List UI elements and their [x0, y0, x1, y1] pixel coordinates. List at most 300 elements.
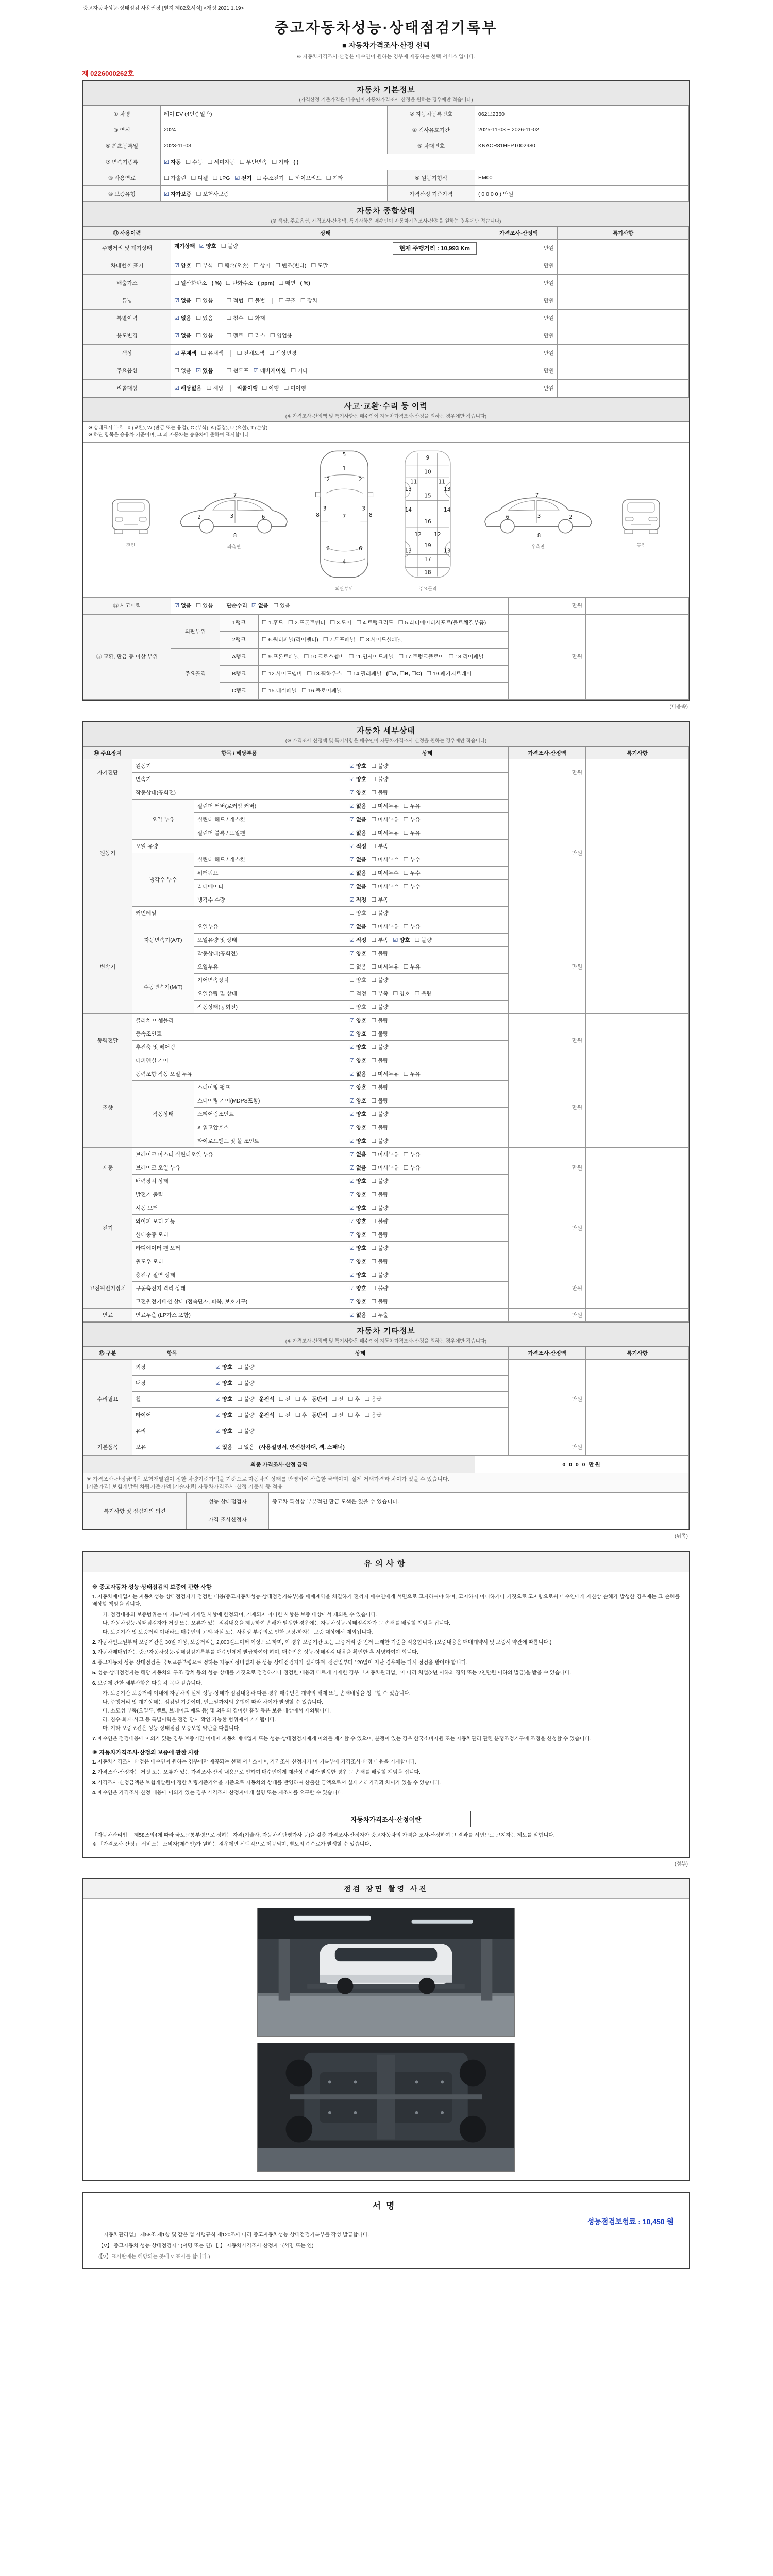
checkbox[interactable] [404, 883, 421, 890]
signature-box [82, 2192, 690, 2269]
checkbox[interactable] [269, 349, 296, 357]
checkbox[interactable] [164, 190, 191, 198]
checkbox[interactable] [371, 1137, 388, 1145]
item-name: 실린더 블록 / 오일팬 [194, 826, 346, 839]
checkbox[interactable] [371, 1204, 388, 1212]
checkbox[interactable] [404, 1150, 421, 1158]
checkbox-glyph: ☐ [371, 963, 377, 970]
checkbox[interactable] [237, 349, 264, 357]
checkbox[interactable] [248, 332, 265, 340]
checkbox-label: 11.인사이드패널 [355, 654, 394, 660]
checkbox[interactable] [207, 158, 234, 166]
checkbox[interactable] [295, 1411, 307, 1419]
checkbox-glyph: ☐ [237, 350, 242, 357]
checkbox[interactable] [371, 990, 388, 997]
checkbox[interactable] [371, 1177, 388, 1185]
checkbox[interactable] [404, 923, 421, 930]
checkbox[interactable] [371, 976, 388, 984]
checkbox[interactable] [346, 670, 381, 677]
checkbox[interactable] [237, 1363, 254, 1371]
item-name: 와이퍼 모터 기능 [132, 1214, 346, 1228]
checkbox[interactable] [262, 619, 283, 626]
checkbox[interactable] [371, 1124, 388, 1131]
checkbox[interactable] [404, 816, 421, 823]
section-title: 자동차 세부상태 [357, 726, 415, 735]
checkbox-label: 불량 [244, 1428, 255, 1434]
checkbox[interactable] [349, 1083, 366, 1091]
checkbox[interactable] [349, 1191, 366, 1198]
checkbox[interactable] [371, 856, 398, 863]
checkbox[interactable] [174, 384, 201, 392]
diagram-part-number: 2 [358, 477, 362, 483]
checkbox[interactable] [237, 1443, 254, 1451]
checkbox[interactable] [186, 158, 203, 166]
table-header-row [83, 227, 689, 240]
checkbox-label: 불량 [378, 1057, 389, 1064]
checkbox[interactable] [349, 856, 366, 863]
checkbox[interactable] [248, 314, 265, 322]
checkbox-label: 무채색 [180, 350, 197, 357]
etc-info-table [83, 1347, 689, 1455]
checkbox[interactable] [349, 816, 366, 823]
checkbox[interactable] [349, 1284, 366, 1292]
checkbox[interactable] [349, 950, 366, 957]
checkbox[interactable] [278, 279, 295, 287]
checkbox[interactable] [196, 297, 213, 304]
checkbox[interactable] [275, 262, 306, 269]
checkbox-glyph: ☐ [371, 1191, 377, 1198]
checkbox[interactable] [448, 653, 483, 660]
insurance-fee [83, 2214, 689, 2229]
checkbox[interactable] [349, 883, 366, 890]
item-state [346, 987, 509, 1000]
checkbox[interactable] [330, 619, 351, 626]
checkbox[interactable] [174, 279, 207, 287]
checkbox[interactable] [415, 990, 432, 997]
checkbox-glyph: ☐ [323, 637, 328, 643]
checkbox[interactable] [349, 1217, 366, 1225]
final-price-row [83, 1455, 689, 1473]
checkbox[interactable] [215, 1379, 232, 1387]
checkbox[interactable] [226, 332, 243, 340]
checkbox[interactable] [393, 936, 410, 944]
checkbox[interactable] [349, 842, 366, 850]
checkbox[interactable] [371, 909, 388, 917]
checkbox[interactable] [226, 367, 248, 375]
checkbox[interactable] [349, 1298, 366, 1306]
checkbox[interactable] [371, 963, 398, 971]
checkbox-glyph: ☑ [349, 843, 355, 850]
checkbox[interactable] [349, 1070, 366, 1078]
checkbox[interactable] [371, 802, 398, 810]
item-name: 윈도우 모터 [132, 1255, 346, 1268]
checkbox-glyph: ☑ [215, 1364, 221, 1370]
checkbox[interactable] [174, 314, 191, 322]
note-item-number: 1. [92, 1594, 97, 1600]
checkbox[interactable] [371, 1284, 388, 1292]
note-item [92, 1649, 680, 1657]
checkbox[interactable] [226, 279, 253, 287]
checkbox-glyph: ☑ [349, 1231, 355, 1238]
checkbox[interactable] [349, 653, 394, 660]
checkbox-label: 누유 [410, 923, 421, 930]
checkbox[interactable] [262, 670, 302, 677]
checkbox[interactable] [279, 1395, 291, 1403]
checkbox-glyph: ☐ [272, 159, 277, 165]
checkbox-glyph: ☐ [403, 923, 409, 930]
notes-footnote: ※ 「가격조사·산정」 서비스는 소비자(매수인)가 원하는 경우에만 선택적으로 제공되며, 별도의 수수료가 발생할 수 있습니다. [92, 1842, 371, 1848]
checkbox[interactable] [371, 950, 388, 957]
checkbox[interactable] [415, 936, 432, 944]
checkbox[interactable] [226, 314, 243, 322]
checkbox-glyph: ☐ [248, 315, 254, 321]
checkbox[interactable] [371, 1057, 388, 1064]
checkbox[interactable] [272, 158, 289, 166]
checkbox[interactable] [371, 1231, 388, 1239]
checkbox[interactable] [349, 1150, 366, 1158]
checkbox[interactable] [349, 1003, 366, 1011]
checkbox[interactable] [206, 384, 223, 392]
checkbox[interactable] [283, 384, 306, 392]
check-group-label: 동반석 [311, 1396, 328, 1402]
checkbox-glyph: ☑ [349, 896, 355, 903]
checkbox[interactable] [371, 1110, 388, 1118]
checkbox-label: 양호 [356, 1218, 367, 1225]
checkbox[interactable] [349, 802, 366, 810]
checkbox[interactable] [295, 1395, 307, 1403]
checkbox[interactable] [371, 1298, 388, 1306]
checkbox[interactable] [279, 1411, 291, 1419]
checkbox[interactable] [349, 1124, 366, 1131]
checkbox[interactable] [301, 687, 342, 694]
diagram-part-number: 13 [444, 548, 451, 554]
checkbox[interactable] [349, 1016, 366, 1024]
checkbox[interactable] [349, 762, 366, 770]
legend-line: ※ 하단 항목은 승용차 기준이며, 그 외 자동차는 승용차에 준하여 표시합니다. [88, 432, 250, 438]
checkbox[interactable] [349, 1097, 366, 1105]
checkbox-label: 미세누수 [378, 883, 399, 890]
checkbox[interactable] [288, 619, 325, 626]
checkbox[interactable] [404, 963, 421, 971]
checkbox[interactable] [196, 367, 213, 375]
checkbox-label: 양호 [180, 263, 192, 269]
checkbox[interactable] [326, 174, 343, 182]
checkbox[interactable] [371, 1003, 388, 1011]
checkbox[interactable] [371, 775, 388, 783]
checkbox[interactable] [349, 1177, 366, 1185]
checkbox[interactable] [371, 1097, 388, 1105]
checkbox[interactable] [349, 909, 366, 917]
checkbox-glyph: ☑ [174, 385, 179, 392]
checkbox[interactable] [164, 174, 186, 182]
price-cell: 만원 [509, 1147, 586, 1188]
checkbox[interactable] [371, 1271, 388, 1279]
diagram-part-number: 15 [424, 493, 431, 499]
checkbox[interactable] [196, 262, 213, 269]
checkbox[interactable] [279, 297, 296, 304]
checkbox-glyph: ☐ [371, 1231, 377, 1238]
checkbox[interactable] [349, 1164, 366, 1172]
checkbox-glyph: ☐ [398, 620, 404, 626]
item-name: 라디에이터 [194, 879, 346, 893]
checkbox[interactable] [215, 1427, 232, 1435]
checkbox-label: 양호 [222, 1380, 233, 1386]
checkbox[interactable] [164, 158, 181, 166]
remark-cell [586, 597, 689, 614]
checkbox[interactable] [371, 1191, 388, 1198]
checkbox[interactable] [371, 923, 398, 930]
checkbox[interactable] [174, 602, 191, 609]
checkbox[interactable] [331, 1411, 343, 1419]
checkbox[interactable] [215, 1395, 232, 1403]
checkbox[interactable] [371, 1030, 388, 1038]
checkbox[interactable] [360, 636, 402, 643]
checkbox[interactable] [237, 1411, 254, 1419]
checkbox[interactable] [304, 653, 344, 660]
checkbox-glyph: ☐ [403, 1071, 409, 1077]
checkbox[interactable] [311, 262, 328, 269]
checkbox[interactable] [323, 636, 355, 643]
checkbox[interactable] [237, 1395, 254, 1403]
checkbox-glyph: ☐ [371, 829, 377, 836]
checkbox[interactable] [257, 174, 284, 182]
checkbox[interactable] [291, 367, 308, 375]
checkbox[interactable] [393, 990, 410, 997]
checkbox[interactable] [349, 896, 366, 904]
note-item-number: 7. [92, 1736, 97, 1742]
price-definition-box: 자동차가격조사·산정이란 [301, 1811, 471, 1827]
checkbox-label: 불량 [244, 1380, 255, 1386]
checkbox[interactable] [240, 158, 267, 166]
checkbox[interactable] [226, 297, 243, 304]
checkbox-label: 9.프론트패널 [268, 654, 299, 660]
price-cell: 만원 [509, 1268, 586, 1308]
checkbox[interactable] [349, 936, 366, 944]
checkbox[interactable] [349, 1043, 366, 1051]
checkbox[interactable] [196, 602, 213, 609]
checkbox[interactable] [262, 636, 318, 643]
checkbox[interactable] [262, 653, 299, 660]
group-divider [230, 385, 231, 392]
checkbox[interactable] [348, 1411, 360, 1419]
checkbox[interactable] [251, 602, 268, 609]
checkbox[interactable] [196, 190, 229, 198]
checkbox[interactable] [371, 936, 388, 944]
checkbox[interactable] [349, 829, 366, 837]
diagram-part-number: 2 [326, 477, 330, 483]
item-name: 변속기 [132, 772, 346, 786]
checkbox[interactable] [289, 174, 322, 182]
checkbox[interactable] [371, 1311, 388, 1319]
checkbox-glyph: ☐ [269, 350, 274, 357]
checkbox[interactable] [174, 332, 191, 340]
checkbox[interactable] [217, 262, 248, 269]
checkbox-label: 있음 [279, 603, 291, 609]
checkbox-glyph: ☐ [278, 280, 284, 286]
checkbox[interactable] [349, 869, 366, 877]
exchange-label: ⑬ 교환, 판금 등 이상 부위 [83, 614, 171, 699]
note-item [92, 1669, 680, 1677]
checkbox[interactable] [215, 1411, 232, 1419]
checkbox[interactable] [300, 297, 317, 304]
item-name: 워터펌프 [194, 866, 346, 879]
checkbox-glyph: ☑ [349, 1030, 355, 1037]
checkbox[interactable] [404, 869, 421, 877]
checkbox-glyph: ☐ [371, 1030, 377, 1037]
checkbox-glyph: ☐ [164, 175, 169, 181]
checkbox[interactable] [371, 1217, 388, 1225]
checkbox[interactable] [174, 349, 196, 357]
checkbox[interactable] [248, 297, 265, 304]
note-item [92, 1769, 680, 1777]
checkbox[interactable] [174, 367, 191, 375]
condition-row [83, 1268, 689, 1281]
checkbox[interactable] [349, 963, 366, 971]
photos-title: 점검 장면 촬영 사진 [83, 1879, 689, 1899]
checkbox[interactable] [307, 670, 342, 677]
note-item-number: 4. [92, 1790, 97, 1796]
checkbox[interactable] [371, 869, 398, 877]
field-label: ⑩ 보증유형 [83, 186, 161, 202]
checkbox[interactable] [270, 332, 292, 340]
checkbox[interactable] [199, 242, 216, 250]
checkbox[interactable] [349, 1271, 366, 1279]
checkbox[interactable] [349, 789, 366, 796]
checkbox[interactable] [371, 896, 388, 904]
column-header: 항목 / 해당부품 [132, 747, 346, 759]
checkbox[interactable] [356, 619, 393, 626]
checkbox[interactable] [237, 1427, 254, 1435]
checkbox-label: 적정 [356, 843, 367, 850]
checkbox[interactable] [398, 653, 444, 660]
checkbox[interactable] [349, 1244, 366, 1252]
checkbox-glyph: ☐ [371, 856, 377, 863]
checkbox[interactable] [254, 262, 271, 269]
checkbox[interactable] [371, 1070, 398, 1078]
checkbox[interactable] [404, 856, 421, 863]
checkbox[interactable] [404, 802, 421, 810]
checkbox[interactable] [364, 1395, 381, 1403]
checkbox[interactable] [398, 619, 486, 626]
checkbox[interactable] [349, 1057, 366, 1064]
checkbox[interactable] [262, 687, 297, 694]
checkbox[interactable] [349, 976, 366, 984]
checkbox[interactable] [349, 1204, 366, 1212]
checkbox[interactable] [371, 883, 398, 890]
checkbox[interactable] [371, 1164, 398, 1172]
checkbox[interactable] [371, 842, 388, 850]
remark-cell [558, 257, 689, 275]
checkbox-label: 불량 [378, 1205, 389, 1211]
checkbox-glyph: ☑ [349, 1218, 355, 1225]
checkbox[interactable] [371, 829, 398, 837]
checkbox-glyph: ☐ [403, 1151, 409, 1158]
checkbox[interactable] [371, 762, 388, 770]
checkbox-label: 7.루프패널 [329, 637, 355, 643]
checkbox-glyph: ☑ [174, 315, 179, 321]
checkbox-label: 후 [355, 1396, 360, 1402]
checkbox[interactable] [371, 1043, 388, 1051]
checkbox[interactable] [371, 1016, 388, 1024]
checkbox[interactable] [426, 670, 472, 677]
opinion-title: 특기사항 및 점검자의 의견 [83, 1493, 187, 1529]
checkbox[interactable] [404, 1070, 421, 1078]
checkbox-label: 불량 [378, 1044, 389, 1050]
checkbox[interactable] [349, 1311, 366, 1319]
note-item-text: 매수인은 가격조사·산정 내용에 이의가 있는 경우 가격조사·산정자에게 설명 또는 재조사를 요구할 수 있습니다. [97, 1790, 344, 1796]
checkbox[interactable] [262, 384, 279, 392]
checkbox[interactable] [371, 1258, 388, 1265]
checkbox-label: 18.리어패널 [455, 654, 484, 660]
checkbox-label: 후 [355, 1412, 360, 1418]
checkbox-glyph: ☐ [426, 671, 431, 677]
checkbox[interactable] [364, 1411, 381, 1419]
checkbox[interactable] [196, 332, 213, 340]
checkbox-label: 없음 [356, 1071, 367, 1077]
checkbox[interactable] [349, 1137, 366, 1145]
checkbox[interactable] [331, 1395, 343, 1403]
checkbox[interactable] [212, 175, 230, 181]
checkbox[interactable] [234, 174, 251, 182]
item-name: 디퍼렌셜 기어 [132, 1054, 346, 1067]
checkbox[interactable] [237, 1379, 254, 1387]
checkbox[interactable] [174, 297, 191, 304]
checkbox-label: 없음 [180, 368, 192, 374]
check-group-label: 운전석 [259, 1396, 275, 1402]
checkbox-glyph: ☐ [326, 175, 331, 181]
checkbox[interactable] [196, 314, 213, 322]
checkbox[interactable] [349, 775, 366, 783]
checkbox[interactable] [215, 1443, 232, 1451]
checkbox[interactable] [174, 262, 191, 269]
checkbox[interactable] [371, 1083, 388, 1091]
checkbox[interactable] [221, 242, 238, 250]
checkbox[interactable] [191, 174, 208, 182]
checkbox-glyph: ☐ [262, 671, 267, 677]
checkbox[interactable] [349, 1110, 366, 1118]
field-label: ⑥ 차대번호 [388, 138, 475, 154]
checkbox-label: 전 [285, 1396, 291, 1402]
checkbox-glyph: ☐ [201, 350, 207, 357]
checkbox[interactable] [404, 1164, 421, 1172]
checkbox[interactable] [349, 990, 366, 997]
checkbox[interactable] [349, 1030, 366, 1038]
checkbox-glyph: ☑ [349, 1285, 355, 1292]
checkbox[interactable] [371, 1150, 398, 1158]
checkbox[interactable] [201, 349, 223, 357]
checkbox[interactable] [404, 829, 421, 837]
checkbox[interactable] [371, 789, 388, 796]
checkbox[interactable] [349, 923, 366, 930]
column-header: 특기사항 [586, 1347, 689, 1359]
checkbox-glyph: ☑ [349, 1057, 355, 1064]
checkbox[interactable] [348, 1395, 360, 1403]
note-item [92, 1680, 680, 1688]
checkbox[interactable] [215, 1363, 232, 1371]
checkbox[interactable] [371, 1244, 388, 1252]
checkbox-glyph: ☑ [349, 803, 355, 809]
note-sub-item: 다. 보증기간 및 보증거리 이내라도 매수인의 고의·과실 또는 사용상 부주의로 인한 고장·하자는 보증 대상에서 제외됩니다. [103, 1630, 373, 1636]
checkbox[interactable] [254, 367, 287, 375]
item-state [346, 946, 509, 960]
diagram-frame [395, 447, 460, 592]
inspector-opinion-table [83, 1493, 689, 1529]
final-price-note-row [83, 1473, 689, 1492]
checkbox[interactable] [349, 1258, 366, 1265]
checkbox[interactable] [371, 816, 398, 823]
checkbox[interactable] [273, 602, 290, 609]
checkbox[interactable] [349, 1231, 366, 1239]
